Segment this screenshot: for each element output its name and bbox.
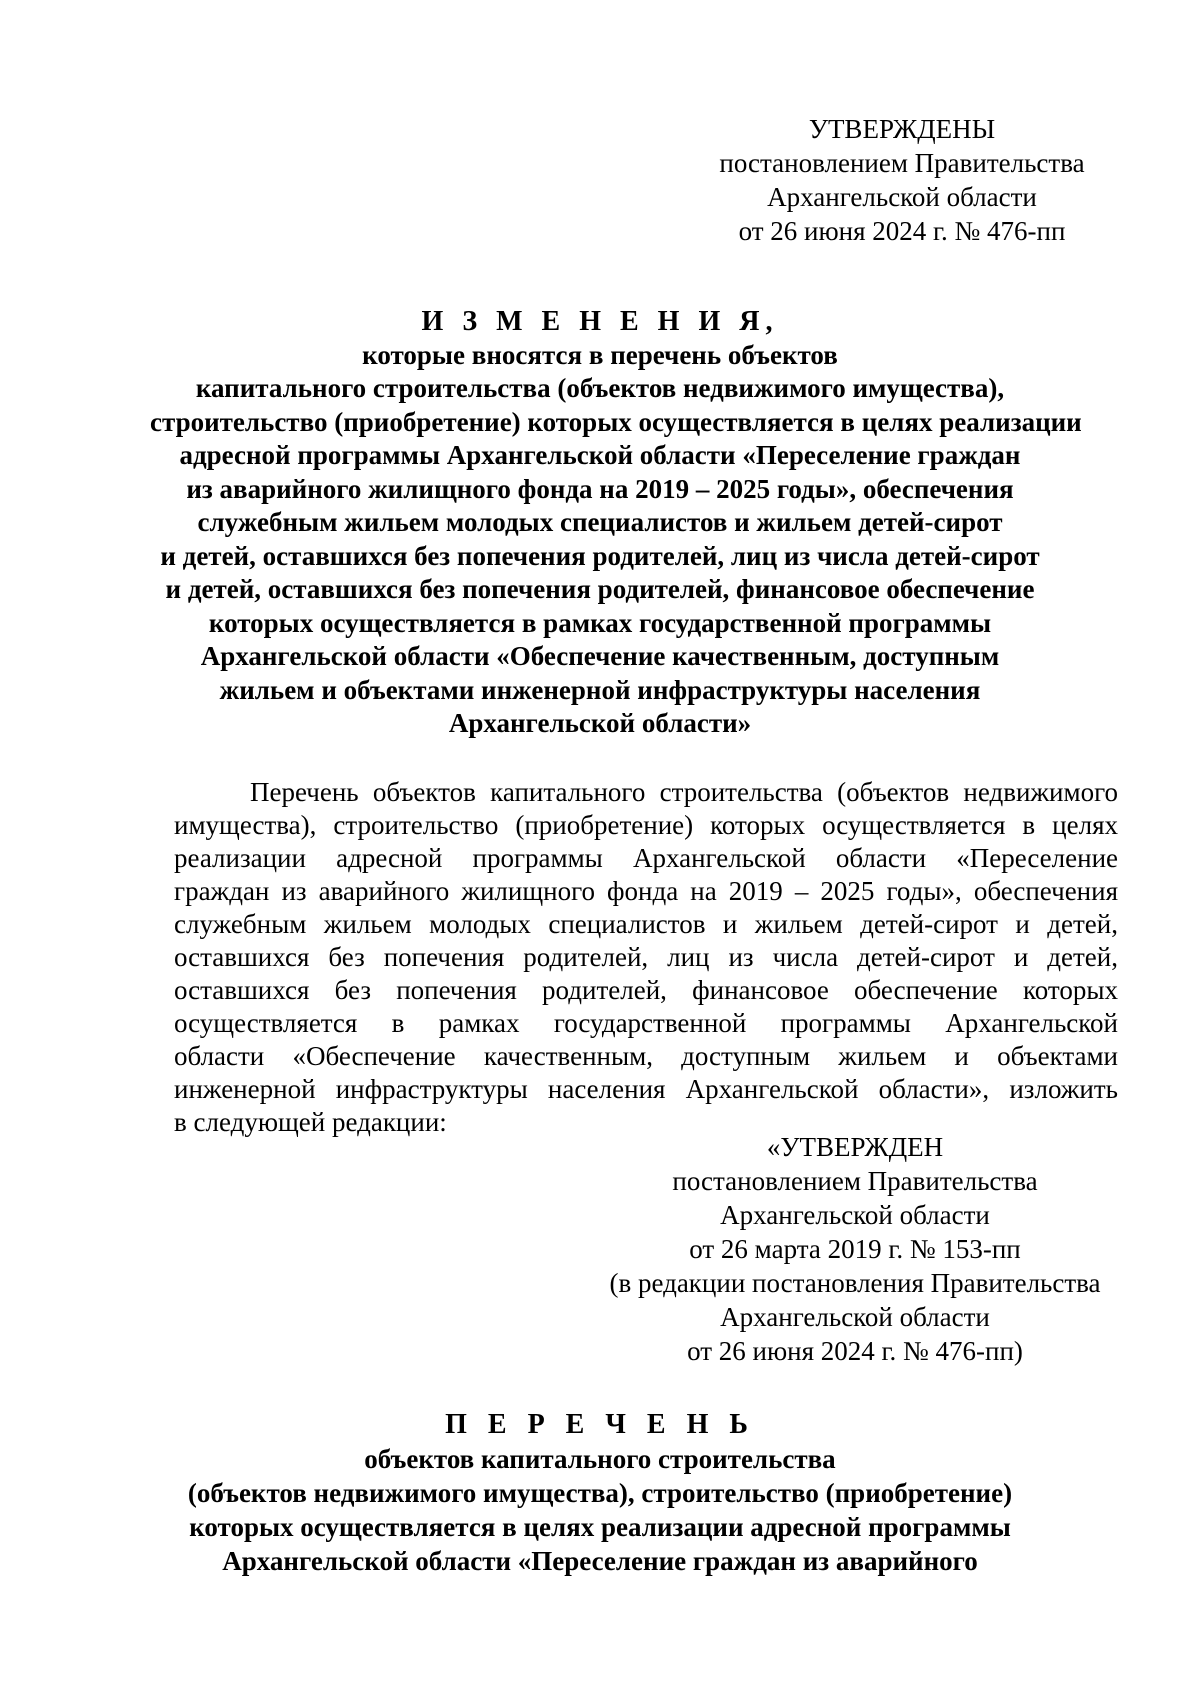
approval-line: Архангельской области <box>720 1302 990 1332</box>
heading-line: жильем и объектами инженерной инфраструктуры населения <box>219 674 981 705</box>
heading-line: и детей, оставшихся без попечения родителей, финансовое обеспечение <box>165 574 1035 604</box>
approval-date: от 26 июня 2024 г. № 476-пп <box>738 216 1066 246</box>
paragraph-line: имущества), строительство (приобретение) которых осуществляется в целях <box>174 810 1118 840</box>
changes-title: И З М Е Н Е Н И Я, <box>421 306 779 337</box>
approval-title: УТВЕРЖДЕНЫ <box>808 114 996 144</box>
approval-line: постановлением Правительства <box>719 148 1085 178</box>
heading-line: адресной программы Архангельской области «Переселение граждан <box>179 440 1021 470</box>
paragraph-line: осуществляется в рамках государственной программы Архангельской <box>174 1008 1118 1038</box>
heading-line: служебным жильем молодых специалистов и жильем детей-сирот <box>197 507 1003 537</box>
paragraph-line: Перечень объектов капитального строительства (объектов недвижимого <box>250 777 1118 807</box>
heading-line: Архангельской области» <box>448 708 752 738</box>
heading-line: объектов капитального строительства <box>364 1444 836 1474</box>
paragraph-line: инженерной инфраструктуры населения Архангельской области», изложить <box>174 1074 1118 1104</box>
heading-line: Архангельской области «Обеспечение качественным, доступным <box>200 641 1000 671</box>
list-title: П Е Р Е Ч Е Н Ь <box>445 1409 755 1440</box>
paragraph-line: реализации адресной программы Архангельской области «Переселение <box>174 843 1118 873</box>
heading-line: капитального строительства (объектов недвижимого имущества), <box>195 373 1005 403</box>
approval-date: от 26 марта 2019 г. № 153-пп <box>689 1234 1021 1264</box>
approval-date: от 26 июня 2024 г. № 476-пп) <box>687 1336 1023 1366</box>
list-heading <box>150 1408 1050 1578</box>
heading-line: из аварийного жилищного фонда на 2019 – 2025 годы», обеспечения <box>186 473 1014 504</box>
heading-line: которых осуществляется в целях реализации адресной программы <box>189 1512 1011 1542</box>
body-paragraph <box>174 776 1118 1139</box>
approval-line: Архангельской области <box>767 182 1037 212</box>
approval-stamp-quoted <box>590 1130 1120 1368</box>
approval-line: постановлением Правительства <box>672 1166 1038 1196</box>
paragraph-line: оставшихся без попечения родителей, лиц из числа детей-сирот и детей, <box>174 942 1118 972</box>
approval-line: (в редакции постановления Правительства <box>609 1268 1101 1298</box>
paragraph-line: граждан из аварийного жилищного фонда на 2019 – 2025 годы», обеспечения <box>174 876 1118 906</box>
heading-line: (объектов недвижимого имущества), строительство (приобретение) <box>187 1478 1013 1508</box>
heading-line: строительство (приобретение) которых осуществляется в целях реализации <box>150 406 1082 437</box>
heading-line: которые вносятся в перечень объектов <box>362 339 838 370</box>
paragraph-line: области «Обеспечение качественным, доступным жильем и объектами <box>174 1041 1118 1071</box>
paragraph-line: оставшихся без попечения родителей, финансовое обеспечение которых <box>174 975 1118 1005</box>
approval-stamp <box>700 112 1104 248</box>
heading-line: которых осуществляется в рамках государственной программы <box>208 607 992 638</box>
heading-line: и детей, оставшихся без попечения родителей, лиц из числа детей-сирот <box>160 540 1040 571</box>
paragraph-line: в следующей редакции: <box>174 1107 447 1137</box>
approval-line: Архангельской области <box>720 1200 990 1230</box>
paragraph-line: служебным жильем молодых специалистов и жильем детей-сирот и детей, <box>174 909 1118 939</box>
approval-title: «УТВЕРЖДЕН <box>766 1132 944 1162</box>
changes-heading <box>150 305 1082 741</box>
heading-line: Архангельской области «Переселение граждан из аварийного <box>222 1546 978 1576</box>
